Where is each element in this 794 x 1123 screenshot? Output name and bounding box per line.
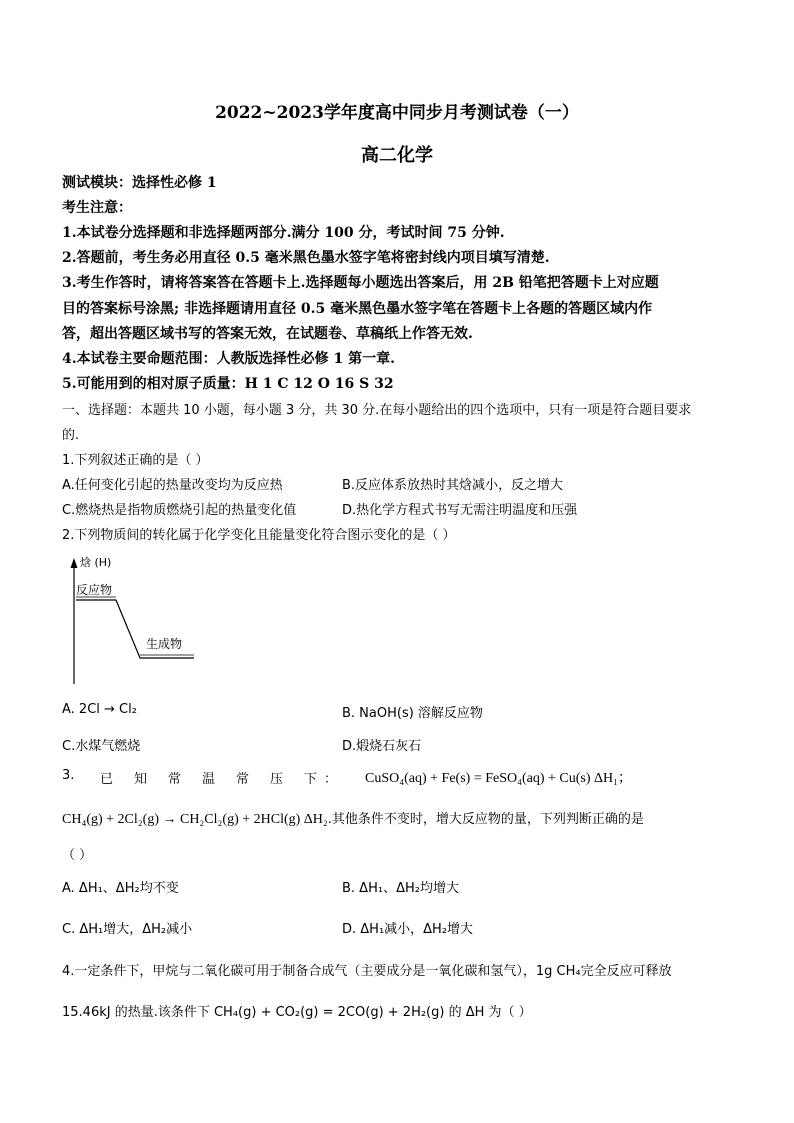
test-module: 测试模块：选择性必修 1 <box>62 175 217 191</box>
note-3-line-1: 3.考生作答时，请将答案答在答题卡上.选择题每小题选出答案后，用 2B 铅笔把答题卡上对应题 <box>62 275 659 291</box>
q3-word: 常 <box>168 772 182 787</box>
note-4: 4.本试卷主要命题范围：人教版选择性必修 1 第一章. <box>62 351 395 367</box>
enthalpy-diagram <box>60 552 200 692</box>
q3-answer-paren: （ ） <box>62 848 93 863</box>
q2-stem: 2.下列物质间的转化属于化学变化且能量变化符合图示变化的是（ ） <box>62 528 456 543</box>
q3-word: 压 <box>270 772 284 787</box>
q2-option-c: C.水煤气燃烧 <box>62 739 141 754</box>
product-label: 生成物 <box>146 637 183 651</box>
note-3-line-2: 目的答案标号涂黑; 非选择题请用直径 0.5 毫米黑色墨水签字笔在答题卡上各题的答题区域内作 <box>62 301 653 317</box>
q3-option-b: B. ΔH₁、ΔH₂均增大 <box>342 881 459 896</box>
q1-option-a: A.任何变化引起的热量改变均为反应热 <box>62 478 283 493</box>
note-5: 5.可能用到的相对原子质量：H 1 C 12 O 16 S 32 <box>62 376 394 392</box>
y-axis-label: 焓 (H) <box>80 556 112 569</box>
q3-word: 知 <box>134 772 148 787</box>
q3-word: 3. <box>62 768 75 783</box>
q1-option-d: D.热化学方程式书写无需注明温度和压强 <box>342 503 578 518</box>
q3-equation-1: CuSO₄(aq) + Fe(s) = FeSO₄(aq) + Cu(s) ΔH₁； <box>365 771 633 786</box>
q1-stem: 1.下列叙述正确的是（ ） <box>62 453 209 468</box>
q2-option-d: D.煅烧石灰石 <box>342 739 422 754</box>
notes-heading: 考生注意： <box>62 200 132 216</box>
q1-option-c: C.燃烧热是指物质燃烧引起的热量变化值 <box>62 503 297 518</box>
q3-option-a: A. ΔH₁、ΔH₂均不变 <box>62 881 179 896</box>
subject-title: 高二化学 <box>361 145 433 166</box>
section-intro-line-1: 一、选择题：本题共 10 小题，每小题 3 分，共 30 分.在每小题给出的四个选项中，只有一项是符合题目要求 <box>62 403 692 418</box>
y-axis-arrow-icon <box>71 558 78 568</box>
q3-word: 下 <box>304 772 318 787</box>
note-3-line-3: 答，超出答题区域书写的答案无效，在试题卷、草稿纸上作答无效. <box>62 326 473 342</box>
q3-option-c: C. ΔH₁增大，ΔH₂减小 <box>62 922 193 937</box>
q4-line-1: 4.一定条件下，甲烷与二氧化碳可用于制备合成气（主要成分是一氧化碳和氢气），1g CH₄完全反应可释放 <box>62 964 672 979</box>
q3-stem-tail: .其他条件不变时，增大反应物的量，下列判断正确的是 <box>327 812 644 827</box>
q3-word: 温 <box>202 772 216 787</box>
q3-equation-2: CH₄(g) + 2Cl₂(g) → CH₂Cl₂(g) + 2HCl(g) ΔH₂ <box>62 812 328 827</box>
q3-word: 已 <box>100 772 114 787</box>
q2-option-b: B. NaOH(s) 溶解反应物 <box>342 706 483 721</box>
q1-option-b: B.反应体系放热时其焓减小，反之增大 <box>342 478 564 493</box>
q3-word: ： <box>324 772 338 787</box>
exam-title: 2022~2023学年度高中同步月考测试卷（一） <box>215 103 579 123</box>
note-1: 1.本试卷分选择题和非选择题两部分.满分 100 分，考试时间 75 分钟. <box>62 225 505 241</box>
reactant-label: 反应物 <box>76 583 113 597</box>
q4-line-2: 15.46kJ 的热量.该条件下 CH₄(g) + CO₂(g) = 2CO(g) + 2H₂(g) 的 ΔH 为（ ） <box>62 1005 532 1020</box>
note-2: 2.答题前，考生务必用直径 0.5 毫米黑色墨水签字笔将密封线内项目填写清楚. <box>62 250 550 266</box>
q3-line-2 <box>62 808 644 828</box>
q3-word: 常 <box>236 772 250 787</box>
q2-option-a: A. 2Cl → Cl₂ <box>62 702 137 717</box>
section-intro-line-2: 的. <box>62 428 80 443</box>
q3-option-d: D. ΔH₁减小，ΔH₂增大 <box>342 922 474 937</box>
